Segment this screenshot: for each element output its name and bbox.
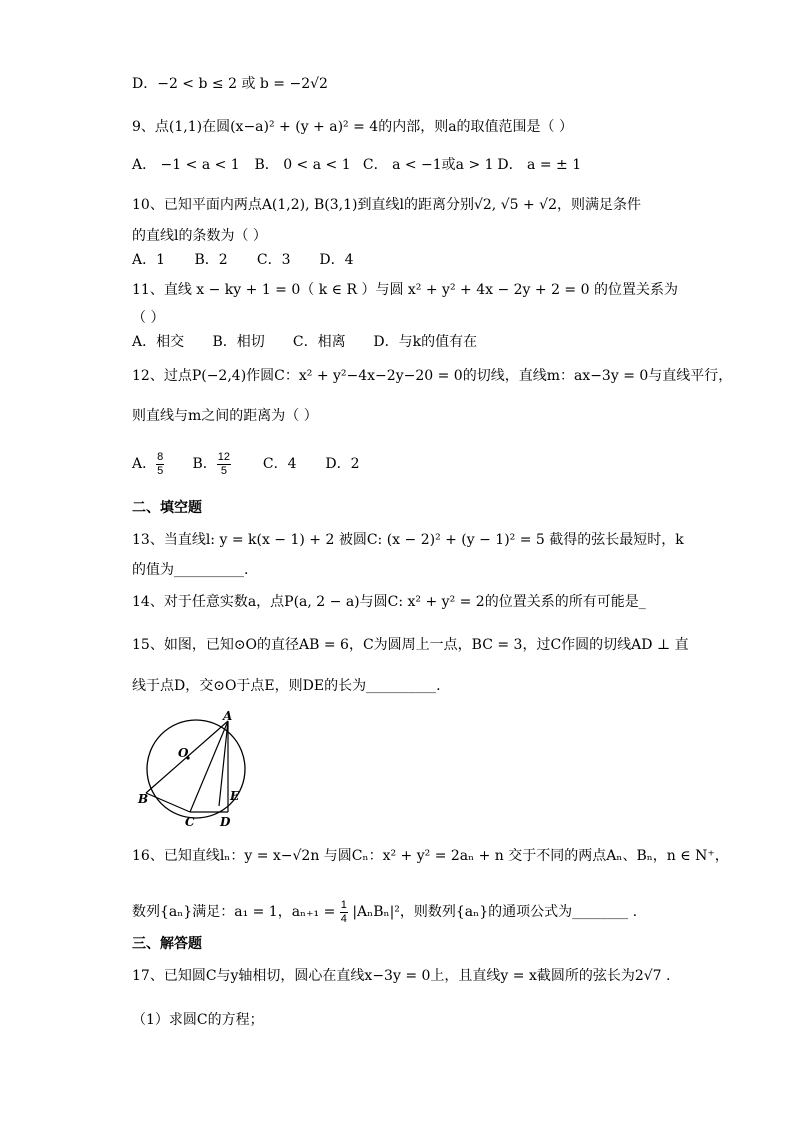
q15-line2: 线于点D，交⊙O于点E，则DE的长为__________. (132, 678, 441, 694)
q17-line1: 17、已知圆C与y轴相切，圆心在直线x−3y = 0上，且直线y = x截圆所的弦长为2√7 . (132, 968, 671, 984)
circle-o (147, 720, 245, 818)
q11-option-d: D．与k的值有在 (373, 334, 478, 350)
label-a: A (223, 709, 233, 723)
q15-line1: 15、如图，已知⊙O的直径AB = 6，C为圆周上一点，BC = 3，过C作圆的切线AD ⊥ 直 (132, 637, 689, 653)
q16-fraction (340, 899, 348, 926)
q12-option-b-denominator: 5 (220, 464, 227, 477)
q11-option-b: B．相切 (212, 334, 265, 350)
q11-options (132, 332, 477, 352)
q10-option-c: C．3 (256, 252, 291, 268)
q13-line1: 13、当直线l: y = k(x − 1) + 2 被圆C: (x − 2)² + (y − 1)² = 5 截得的弦长最短时，k (132, 532, 684, 548)
q16-fraction-numerator: 1 (340, 898, 347, 911)
q12-option-b-numerator: 12 (217, 450, 230, 463)
q12-option-b-fraction (217, 451, 231, 478)
q12-option-c: C．4 (262, 456, 297, 472)
label-d: D (220, 815, 231, 829)
q17-part1: （1）求圆C的方程； (132, 1012, 264, 1028)
q11-stem-line2: （ ） (132, 310, 165, 326)
q12-option-a-label: A． (132, 456, 157, 472)
q10-options (132, 250, 354, 270)
q10-stem-line2: 的直线l的条数为（ ） (132, 228, 267, 244)
q9-option-a: A． −1 < a < 1 (132, 157, 240, 173)
q9-stem: 9、点(1,1)在圆(x−a)² + (y + a)² = 4的内部，则a的取值范围是（ ） (132, 119, 573, 135)
q11-option-a: A．相交 (132, 334, 185, 350)
q9-option-d: D． a = ± 1 (497, 157, 582, 173)
q13-line2: 的值为__________. (132, 562, 249, 578)
q10-option-d: D．4 (319, 252, 354, 268)
q16-fraction-denominator: 4 (340, 912, 347, 925)
q9-option-c: C． a < −1或a > 1 (362, 157, 494, 173)
q10-option-a: A．1 (132, 252, 166, 268)
q12-option-b-label: B． (192, 456, 217, 472)
label-o: O (178, 746, 189, 760)
q15-circle-figure (132, 708, 262, 830)
q10-stem-line1: 10、已知平面内两点A(1,2), B(3,1)到直线l的距离分别√2, √5 + √2，则满足条件 (132, 197, 641, 213)
q11-option-c: C．相离 (292, 334, 346, 350)
q12-option-b (192, 444, 258, 484)
q10-option-b: B．2 (194, 252, 228, 268)
chord-ac (190, 721, 228, 812)
q8-option-d: D．−2 < b ≤ 2 或 b = −2√2 (132, 76, 328, 92)
q16-line2-prefix: 数列{aₙ}满足：a₁ = 1，aₙ₊₁ = (132, 904, 336, 920)
q12-option-a (132, 444, 188, 484)
q12-stem-line1: 12、过点P(−2,4)作圆C：x² + y²−4x−2y−20 = 0的切线，直线m：ax−3y = 0与直线平行， (132, 368, 733, 384)
q12-option-a-denominator: 5 (157, 464, 164, 477)
q9-option-b: B． 0 < a < 1 (254, 157, 351, 173)
q12-option-a-fraction (156, 451, 164, 478)
section-2-title: 二、填空题 (132, 500, 202, 516)
q16-line2 (132, 892, 637, 932)
section-3-title: 三、解答题 (132, 936, 202, 952)
q9-options (132, 155, 581, 175)
label-c: C (185, 815, 195, 829)
q11-stem-line1: 11、直线 x − ky + 1 = 0（ k ∈ R ）与圆 x² + y² + 4x − 2y + 2 = 0 的位置关系为 (132, 282, 678, 298)
label-e: E (230, 789, 240, 803)
q12-options (132, 444, 360, 484)
q12-option-d: D．2 (325, 456, 360, 472)
q16-line1: 16、已知直线lₙ：y = x−√2n 与圆Cₙ：x² + y² = 2aₙ + n 交于不同的两点Aₙ、Bₙ，n ∈ N⁺， (132, 848, 729, 864)
q16-line2-suffix: |AₙBₙ|²，则数列{aₙ}的通项公式为________ . (352, 904, 638, 920)
line-ae (219, 721, 228, 806)
q12-stem-line2: 则直线与m之间的距离为（ ） (132, 408, 318, 424)
q12-option-a-numerator: 8 (157, 450, 164, 463)
label-b: B (138, 792, 149, 806)
q14-line1: 14、对于任意实数a，点P(a, 2 − a)与圆C: x² + y² = 2的位置关系的所有可能是_ (132, 594, 646, 610)
